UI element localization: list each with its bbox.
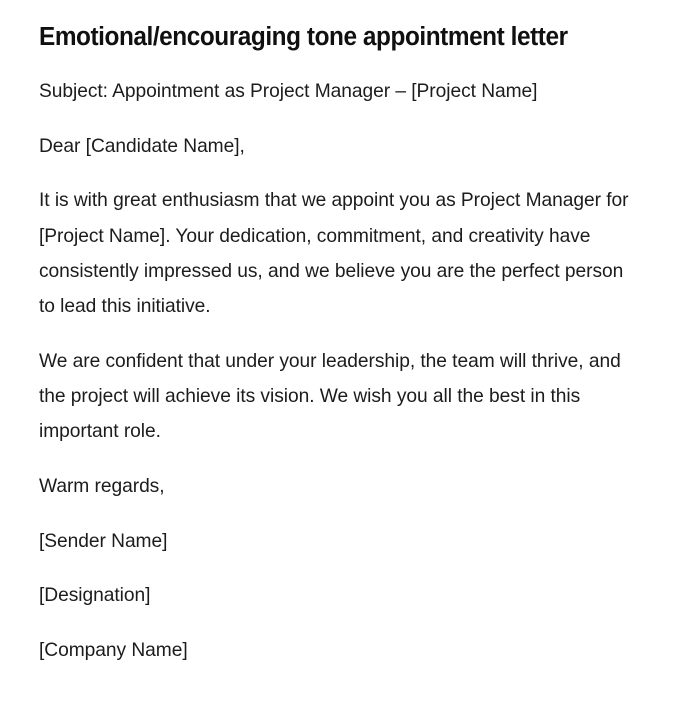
letter-paragraph-2: We are confident that under your leadership, the team will thrive, and the project will achieve its vision. We wish you all the best in this important role. <box>39 350 621 443</box>
letter-salutation: Dear [Candidate Name], <box>39 135 245 157</box>
bottom-spacer <box>39 668 640 708</box>
letter-designation: [Designation] <box>39 585 151 607</box>
letter-body <box>39 74 640 668</box>
letter-company-name: [Company Name] <box>39 639 188 661</box>
letter-closing: Warm regards, <box>39 475 165 497</box>
letter-subject-line: Subject: Appointment as Project Manager – [Project Name] <box>39 81 538 102</box>
page-title: Emotional/encouraging tone appointment letter <box>39 23 568 51</box>
letter-paragraph-1: It is with great enthusiasm that we appoint you as Project Manager for [Project Name]. Your dedication, commitment, and creativity have consistently impressed us, and we believe you are the perfect person to lead this initiative. <box>39 190 629 318</box>
letter-sender-name: [Sender Name] <box>39 530 168 552</box>
